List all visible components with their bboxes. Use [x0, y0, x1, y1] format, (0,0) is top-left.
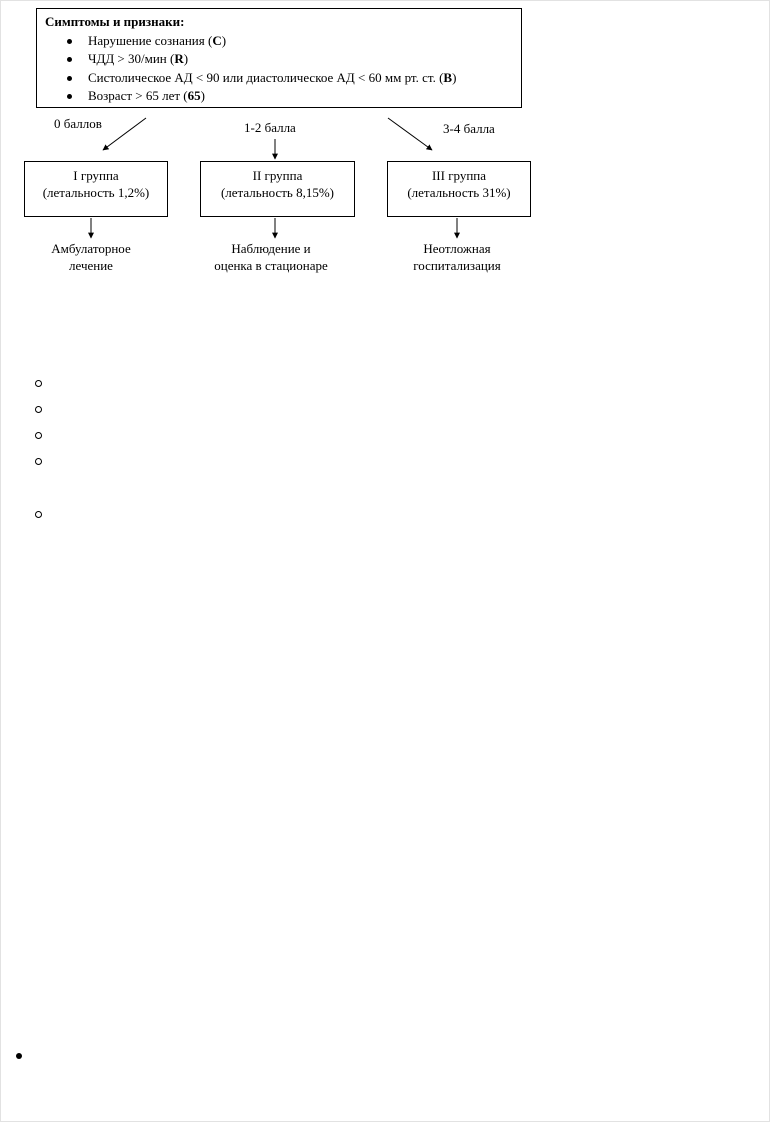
outcome-line: оценка в стационаре: [214, 258, 328, 273]
arrow-to-group-3: [388, 118, 432, 150]
symptom-close: ): [221, 32, 227, 48]
disc-bullet-icon: [16, 1053, 22, 1059]
symptom-code: C: [212, 32, 222, 48]
group-mortality: (летальность 8,15%): [220, 185, 335, 200]
group-mortality: (летальность 1,2%): [42, 185, 150, 200]
arrow-to-group-1: [103, 118, 146, 150]
group-name: I группа: [73, 168, 119, 183]
symptom-text: ЧДД > 30/мин (: [88, 51, 175, 66]
outcome-line: Амбулаторное: [51, 241, 131, 256]
circle-bullet-icon: [35, 458, 42, 465]
symptoms-title: Симптомы и признаки:: [45, 14, 185, 29]
symptom-close: ): [183, 51, 189, 66]
symptom-code: 65: [187, 88, 201, 103]
score-label-one-two: 1-2 балла: [244, 120, 296, 135]
group-name: III группа: [431, 168, 487, 183]
score-label-zero: 0 баллов: [54, 116, 102, 131]
group-mortality: (летальность 31%): [407, 185, 511, 200]
circle-bullet-icon: [35, 406, 42, 413]
flow-arrows: [0, 0, 770, 300]
symptom-text: Систолическое АД < 90 или диастолическое АД < 60 мм рт. ст. (: [88, 69, 444, 85]
symptom-close: ): [452, 69, 457, 85]
outcome-line: Наблюдение и: [231, 241, 311, 256]
symptom-code: R: [174, 51, 184, 66]
group-name: II группа: [252, 168, 303, 183]
circle-bullet-icon: [35, 380, 42, 387]
outcome-line: Неотложная: [423, 241, 491, 256]
symptom-code: B: [443, 69, 453, 85]
score-label-three-four: 3-4 балла: [443, 121, 495, 136]
outcome-line: лечение: [69, 258, 113, 273]
circle-bullet-icon: [35, 432, 42, 439]
outcome-line: госпитализация: [413, 258, 501, 273]
symptom-text: Нарушение сознания (: [88, 32, 213, 48]
circle-bullet-icon: [35, 511, 42, 518]
symptom-text: Возраст > 65 лет (: [88, 88, 188, 103]
symptom-close: ): [200, 88, 205, 103]
